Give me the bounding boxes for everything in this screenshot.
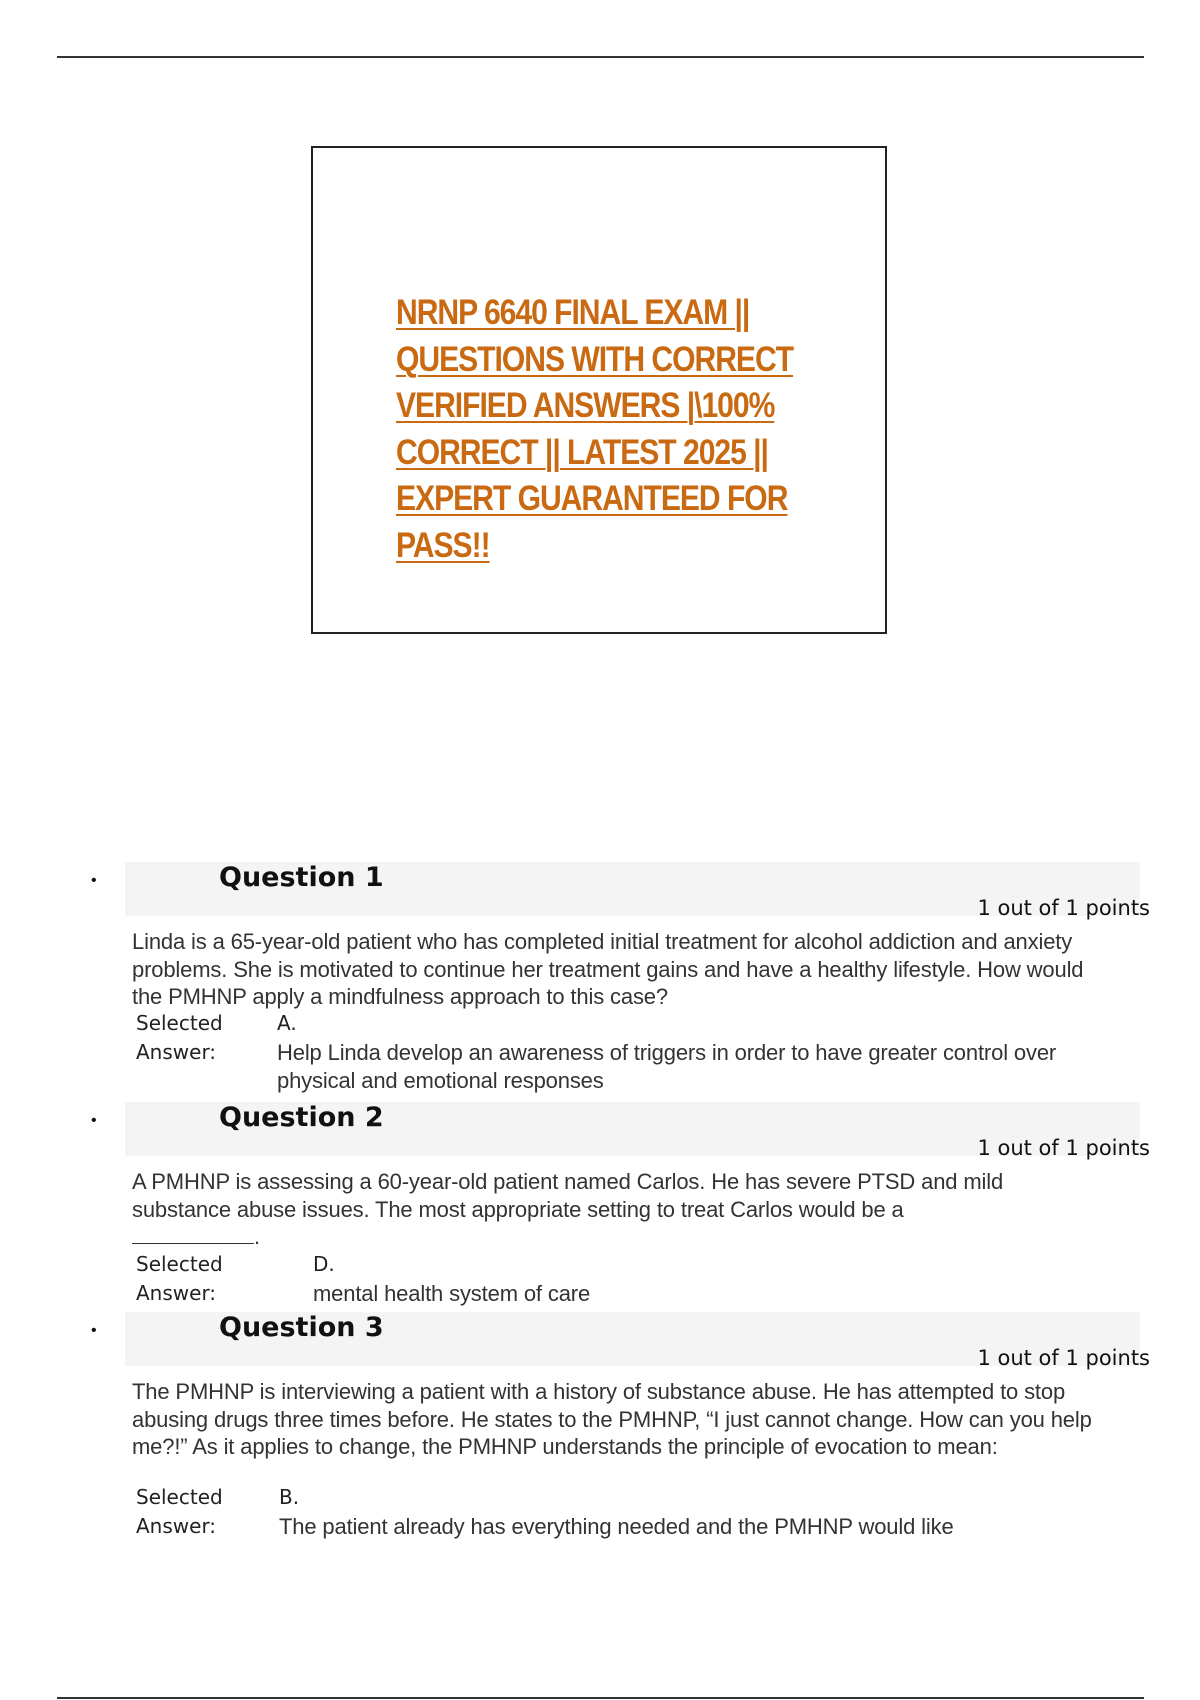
answer-label: Answer: bbox=[136, 1514, 217, 1538]
selected-label: Selected bbox=[136, 1252, 223, 1276]
selected-letter: D. bbox=[313, 1252, 335, 1276]
question-points: 1 out of 1 points bbox=[977, 1346, 1150, 1370]
selected-letter: A. bbox=[277, 1011, 297, 1035]
answer-label: Answer: bbox=[136, 1281, 217, 1305]
bottom-rule bbox=[57, 1697, 1144, 1699]
answer-text: mental health system of care bbox=[313, 1281, 591, 1306]
blank-underline bbox=[132, 1223, 254, 1244]
answer-text: The patient already has everything needed and the PMHNP would like bbox=[279, 1514, 954, 1539]
cover-title-box bbox=[311, 146, 887, 634]
bullet: • bbox=[91, 1112, 97, 1129]
cover-title: NRNP 6640 FINAL EXAM || QUESTIONS WITH CORRECT VERIFIED ANSWERS |\100% CORRECT || LATEST 2025 || EXPERT GUARANTEED FOR PASS!! bbox=[396, 293, 794, 565]
bullet: • bbox=[91, 1322, 97, 1339]
question-points: 1 out of 1 points bbox=[977, 896, 1150, 920]
question-text: Linda is a 65-year-old patient who has completed initial treatment for alcohol addiction and anxiety problems. She is motivated to continue her treatment gains and have a healthy lifestyle. How would the PMHNP apply a mindfulness approach to this case? bbox=[132, 929, 1084, 1009]
question-title: Question 2 bbox=[219, 1102, 384, 1133]
question-title: Question 3 bbox=[219, 1312, 384, 1343]
question-points: 1 out of 1 points bbox=[977, 1136, 1150, 1160]
top-rule bbox=[57, 56, 1144, 58]
fill-in-blank bbox=[132, 1223, 1092, 1251]
selected-letter: B. bbox=[279, 1485, 300, 1509]
selected-label: Selected bbox=[136, 1011, 223, 1035]
answer-label: Answer: bbox=[136, 1040, 217, 1064]
question-text-block bbox=[132, 1168, 1092, 1251]
question-text: A PMHNP is assessing a 60-year-old patient named Carlos. He has severe PTSD and mild substance abuse issues. The most appropriate setting to treat Carlos would be a bbox=[132, 1169, 1004, 1222]
question-title: Question 1 bbox=[219, 862, 384, 893]
blank-period: . bbox=[254, 1224, 260, 1249]
question-text: The PMHNP is interviewing a patient with a history of substance abuse. He has attempted to stop abusing drugs three times before. He states to the PMHNP, “I just cannot change. How can you help me?!” As it applies to change, the PMHNP understands the principle of evocation to mean: bbox=[132, 1379, 1092, 1459]
selected-label: Selected bbox=[136, 1485, 223, 1509]
answer-text: Help Linda develop an awareness of triggers in order to have greater control over physical and emotional responses bbox=[277, 1040, 1057, 1093]
bullet: • bbox=[91, 872, 97, 889]
